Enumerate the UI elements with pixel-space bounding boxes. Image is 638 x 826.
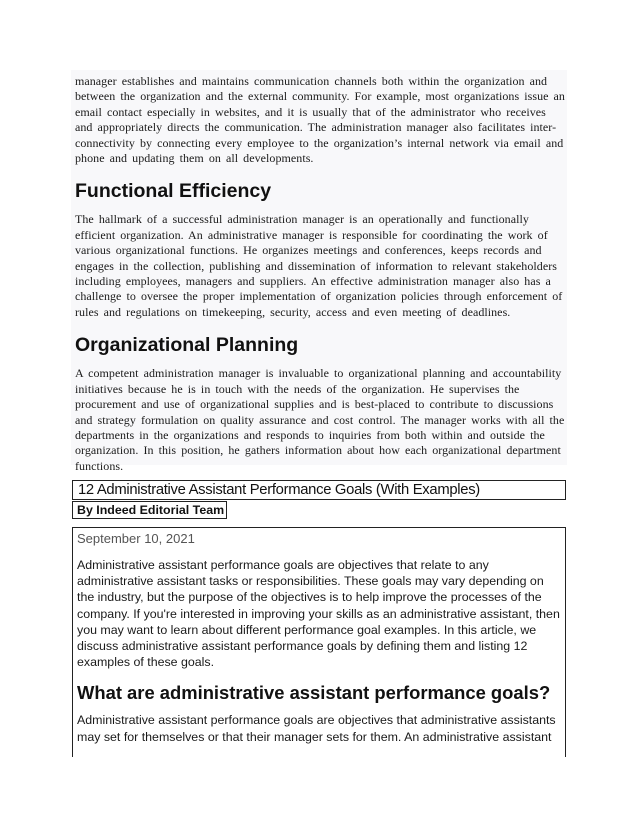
functional-efficiency-paragraph: The hallmark of a successful administration manager is an operationally and functionally efficient organization. An administrative manager is responsible for coordinating the work of various organizational functions. He organizes meetings and conferences, keeps records and engages in the collection, publishing and dissemination of information to relevant stakeholders including employees, managers and suppliers. An effective administration manager also has a challenge to oversee the proper implementation of organization policies through enforcement of rules and regulations on timekeeping, security, access and even meeting of deadlines. xyxy=(75,212,563,319)
organizational-planning-paragraph: A competent administration manager is invaluable to organizational planning and accountability initiatives because he is in touch with the needs of the organization. He supervises the procurement and use of organizational supplies and is best-placed to contribute to discussions and strategy formulation on quality assurance and cost control. The manager works with all the departments in the organizations and responds to inquiries from both within and outside the organization. In this position, he gathers information about how each organizational department functions. xyxy=(75,366,565,473)
heading-organizational-planning: Organizational Planning xyxy=(75,334,299,357)
heading-functional-efficiency: Functional Efficiency xyxy=(75,180,272,203)
communication-paragraph: manager establishes and maintains communication channels both within the organization and between the organization and the external community. For example, most organizations issue an email contact especially in websites, and it is usually that of the administrator who receives and appropriately directs the communication. The administration manager also facilitates inter-connectivity by connecting every employee to the organization’s internal network via email and phone and updating them on all developments. xyxy=(75,74,565,166)
article-section-administration-manager xyxy=(71,70,567,473)
heading-what-are-goals: What are administrative assistant performance goals? xyxy=(77,682,551,704)
article-date: September 10, 2021 xyxy=(77,531,195,546)
definition-paragraph: Administrative assistant performance goals are objectives that administrative assistants may set for themselves or that their manager sets for them. An administrative assistant xyxy=(77,713,556,744)
article-byline: By Indeed Editorial Team xyxy=(72,501,227,519)
article-body xyxy=(72,527,566,757)
article-intro-paragraph: Administrative assistant performance goals are objectives that relate to any administrative assistant tasks or responsibilities. These goals may vary depending on the industry, but the purpose of the objectives is to help improve the processes of the company. If you're interested in improving your skills as an administrative assistant, then you may want to learn about different performance goal examples. In this article, we discuss administrative assistant performance goals by defining them and listing 12 examples of these goals. xyxy=(77,558,560,670)
article-title: 12 Administrative Assistant Performance Goals (With Examples) xyxy=(72,480,566,500)
